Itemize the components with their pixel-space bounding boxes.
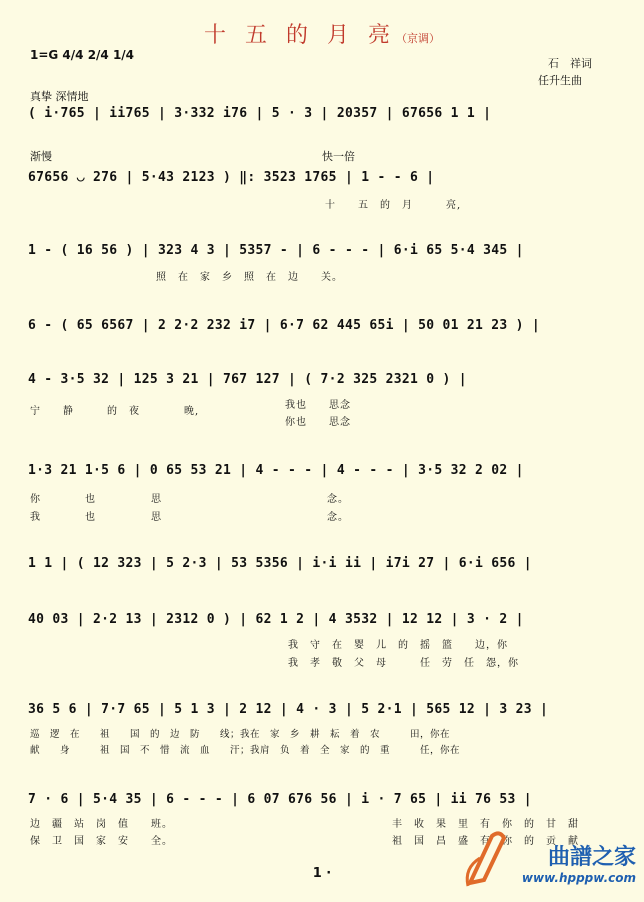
notation-row-5: 4 - 3·5 32 | 125 3 21 | 767 127 | ( 7·2 325 2321 0 ) | (28, 372, 467, 387)
watermark-logo: 曲譜之家 (547, 844, 636, 870)
notation-row-4: 6 - ( 65 6567 | 2 2·2 232 i7 | 6·7 62 445 65i | 50 01 21 23 ) | (28, 318, 540, 333)
tempo-mark: 真挚 深情地 (30, 90, 89, 103)
lyric-line-5b: 我 孝 敬 父 母 任 劳 任 怨，你 (288, 658, 519, 669)
lyric-line-2: 照 在 家 乡 照 在 边 关。 (156, 272, 343, 283)
key-signature: 1=G 4/4 2/4 1/4 (30, 48, 135, 62)
lyric-line-7a: 边 疆 站 岗 值 班。 (30, 819, 173, 830)
notation-row-2: 67656 ◡ 276 | 5·43 2123 ) ‖: 3523 1765 | 1 - - 6 | (28, 170, 435, 185)
notation-row-8: 40 03 | 2·2 13 | 2312 0 ) | 62 1 2 | 4 3532 | 12 12 | 3 · 2 | (28, 612, 524, 627)
watermark-url: www.hpppw.com (521, 871, 636, 885)
lyric-line-3a: 宁 静 的 夜 晚, (30, 406, 200, 417)
lyric-line-3b: 我也 思念 (285, 400, 351, 411)
notation-row-1: ( i·765 | ii765 | 3·332 i76 | 5 · 3 | 20357 | 67656 1 1 | (28, 106, 492, 121)
mark-fast: 快一倍 (322, 150, 355, 163)
notation-row-9: 36 5 6 | 7·7 65 | 5 1 3 | 2 12 | 4 · 3 | 5 2·1 | 565 12 | 3 23 | (28, 702, 549, 717)
lyric-line-1: 十 五 的 月 亮, (325, 200, 462, 211)
mark-slow: 渐慢 (30, 150, 52, 163)
lyric-line-4b: 我 也 思 念。 (30, 512, 349, 523)
lyric-line-7d: 祖 国 昌 盛 有 你 的 贡 献 (392, 836, 579, 847)
composer: 任升生曲 (538, 74, 582, 87)
lyric-line-4a: 你 也 思 念。 (30, 494, 349, 505)
page-number: 1 · (312, 866, 332, 881)
title-note: （京调） (395, 32, 440, 45)
title-text: 十 五 的 月 亮 (204, 23, 396, 48)
lyric-line-6b: 献 身 祖 国 不 惜 流 血 汗；我肩 负 着 全 家 的 重 任，你在 (30, 745, 461, 756)
notation-row-7: 1 1 | ( 12 323 | 5 2·3 | 53 5356 | i·i ii | i7i 27 | 6·i 656 | (28, 556, 532, 571)
lyric-line-6a: 巡 逻 在 祖 国 的 边 防 线；我在 家 乡 耕 耘 着 农 田，你在 (30, 729, 451, 740)
notation-row-3: 1 - ( 16 56 ) | 323 4 3 | 5357 - | 6 - - - | 6·i 65 5·4 345 | (28, 243, 524, 258)
lyric-line-5a: 我 守 在 婴 儿 的 摇 篮 边，你 (288, 640, 508, 651)
notation-row-6: 1·3 21 1·5 6 | 0 65 53 21 | 4 - - - | 4 - - - | 3·5 32 2 02 | (28, 463, 524, 478)
lyric-line-3c: 你也 思念 (285, 417, 351, 428)
song-title (0, 18, 644, 49)
lyric-line-7c: 丰 收 果 里 有 你 的 甘 甜 (392, 819, 579, 830)
notation-row-10: 7 · 6 | 5·4 35 | 6 - - - | 6 07 676 56 | i · 7 65 | ii 76 53 | (28, 792, 532, 807)
lyricist: 石 祥词 (548, 57, 592, 70)
lyric-line-7b: 保 卫 国 家 安 全。 (30, 836, 173, 847)
